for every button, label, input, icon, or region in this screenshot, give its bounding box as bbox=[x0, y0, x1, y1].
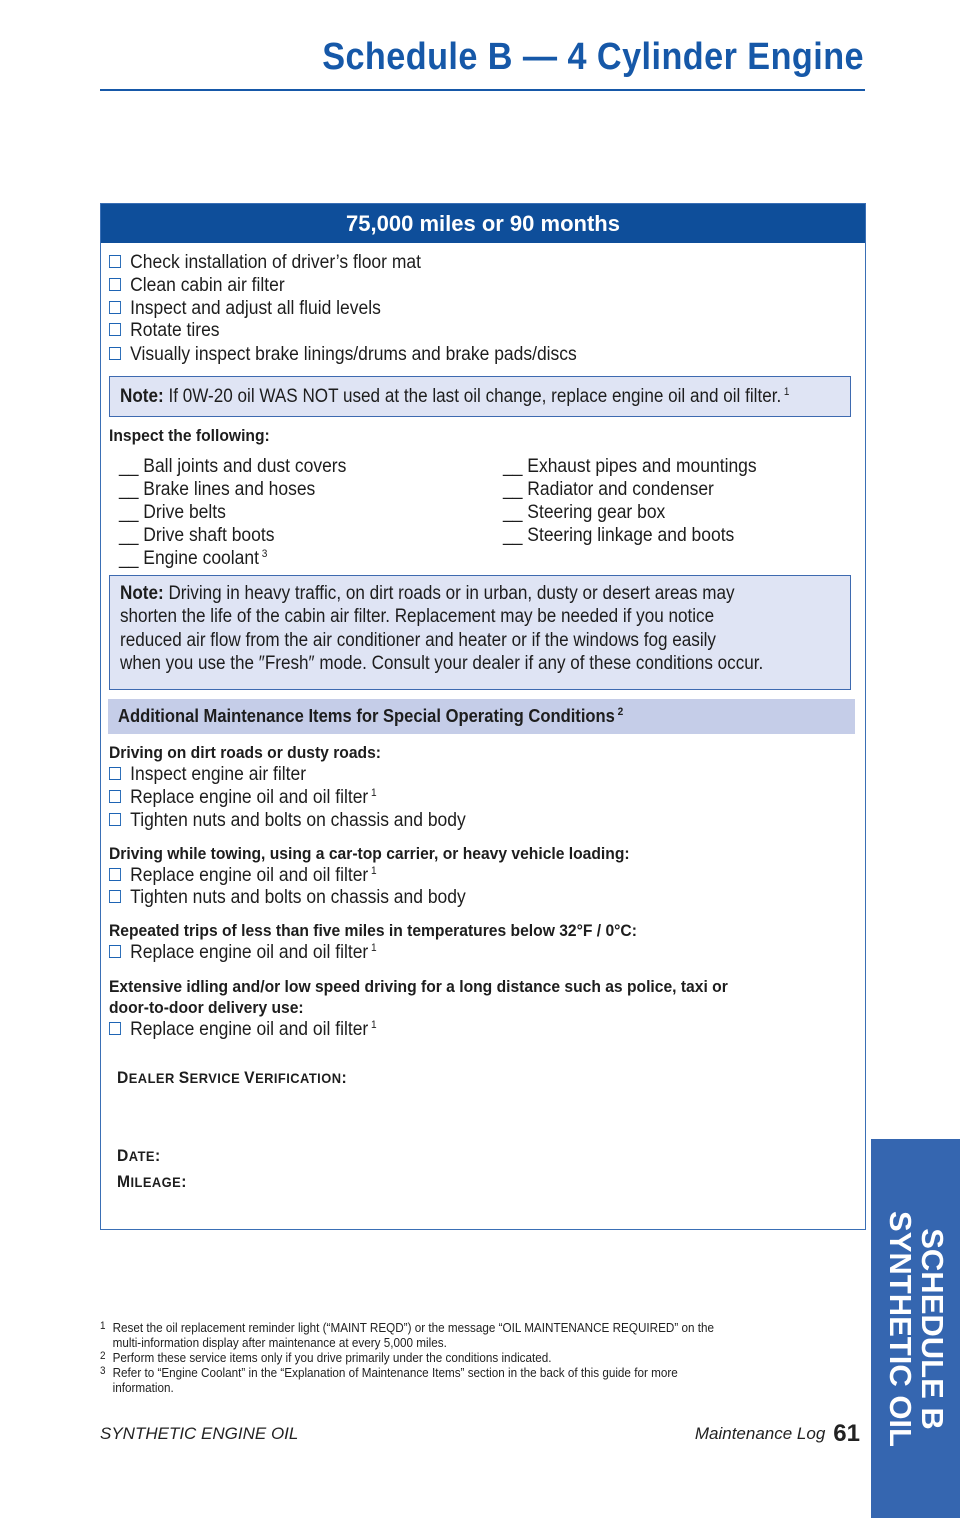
footnotes bbox=[100, 1320, 865, 1395]
checkbox-icon[interactable] bbox=[109, 255, 121, 268]
date-label: DATE: bbox=[117, 1146, 161, 1165]
checkbox-icon[interactable] bbox=[109, 945, 121, 958]
condition-heading: Driving on dirt roads or dusty roads: bbox=[109, 743, 381, 762]
checkbox-icon[interactable] bbox=[109, 790, 121, 803]
inspect-item: __ Drive belts bbox=[119, 502, 226, 523]
checklist-item[interactable]: Tighten nuts and bolts on chassis and body bbox=[109, 809, 466, 832]
additional-items-bar: Additional Maintenance Items for Special Operating Conditions $^2$ bbox=[108, 699, 855, 734]
inspect-item: __ Engine coolant $^3$ bbox=[119, 547, 268, 569]
checkbox-icon[interactable] bbox=[109, 278, 121, 291]
footnote: 2 Perform these service items only if you drive primarily under the conditions indicated. bbox=[100, 1350, 552, 1365]
checkbox-icon[interactable] bbox=[109, 813, 121, 826]
footer-page-label: Maintenance Log 61 bbox=[694, 1420, 860, 1447]
side-tab bbox=[871, 1139, 960, 1518]
footer-section-label: SYNTHETIC ENGINE OIL bbox=[100, 1424, 299, 1443]
checkbox-icon[interactable] bbox=[109, 1022, 121, 1035]
condition-heading: door-to-door delivery use: bbox=[109, 998, 304, 1017]
maintenance-panel bbox=[100, 203, 866, 1230]
dealer-verification-label: DEALER SERVICE VERIFICATION: bbox=[117, 1068, 348, 1087]
oil-note-box: Note: If 0W-20 oil WAS NOT used at the last oil change, replace engine oil and oil filter. $^1$ bbox=[109, 376, 851, 417]
checkbox-icon[interactable] bbox=[109, 868, 121, 881]
condition-heading: Extensive idling and/or low speed driving for a long distance such as police, taxi or bbox=[109, 977, 728, 996]
inspect-item: __ Radiator and condenser bbox=[503, 479, 714, 500]
condition-heading: Repeated trips of less than five miles in temperatures below 32°F / 0°C: bbox=[109, 921, 637, 940]
checklist-item[interactable]: Replace engine oil and oil filter $^1$ bbox=[109, 786, 377, 809]
inspect-heading: Inspect the following: bbox=[109, 426, 270, 445]
inspect-item: __ Drive shaft boots bbox=[119, 525, 275, 546]
mileage-label: MILEAGE: bbox=[117, 1172, 187, 1191]
checklist-item[interactable]: Replace engine oil and oil filter $^1$ bbox=[109, 864, 377, 887]
inspect-item: __ Steering gear box bbox=[503, 502, 666, 523]
page-number: 61 bbox=[833, 1420, 860, 1447]
interval-header: 75,000 miles or 90 months bbox=[101, 204, 865, 243]
page-title: Schedule B — 4 Cylinder Engine bbox=[322, 36, 864, 78]
side-tab-line: SCHEDULE B bbox=[914, 1227, 950, 1430]
checklist-item[interactable]: Replace engine oil and oil filter $^1$ bbox=[109, 941, 377, 964]
checkbox-icon[interactable] bbox=[109, 323, 121, 336]
checklist-item[interactable]: Clean cabin air filter bbox=[109, 274, 285, 297]
checklist-item[interactable]: Check installation of driver’s floor mat bbox=[109, 251, 421, 274]
inspect-item: __ Exhaust pipes and mountings bbox=[503, 456, 757, 477]
checklist-item[interactable]: Tighten nuts and bolts on chassis and body bbox=[109, 886, 466, 909]
checklist-item[interactable]: Replace engine oil and oil filter $^1$ bbox=[109, 1018, 377, 1041]
checklist-item[interactable]: Visually inspect brake linings/drums and brake pads/discs bbox=[109, 343, 577, 366]
title-rule bbox=[100, 89, 865, 91]
condition-heading: Driving while towing, using a car-top carrier, or heavy vehicle loading: bbox=[109, 844, 630, 863]
checkbox-icon[interactable] bbox=[109, 347, 121, 360]
inspect-item: __ Brake lines and hoses bbox=[119, 479, 316, 500]
inspect-item: __ Ball joints and dust covers bbox=[119, 456, 347, 477]
checkbox-icon[interactable] bbox=[109, 301, 121, 314]
footnote: 3 Refer to “Engine Coolant” in the “Explanation of Maintenance Items” section in the back of this guide for more information. bbox=[100, 1365, 678, 1395]
cabin-filter-note-box: Note: Driving in heavy traffic, on dirt roads or in urban, dusty or desert areas may shorten the life of the cabin air filter. Replacement may be needed if you notice reduced air flow from the air conditioner and heater or if the windows fog easily when you use the ″Fresh″ mode. Consult your dealer if any of these conditions occur. bbox=[109, 575, 851, 690]
footnote: 1 Reset the oil replacement reminder light (“MAINT REQD”) or the message “OIL MAINTENANCE REQUIRED” on the multi-information display after maintenance at every 5,000 miles. bbox=[100, 1320, 715, 1350]
checklist-item[interactable]: Rotate tires bbox=[109, 319, 220, 342]
checklist-item[interactable]: Inspect and adjust all fluid levels bbox=[109, 297, 381, 320]
side-tab-line: SYNTHETIC OIL bbox=[882, 1210, 918, 1447]
checkbox-icon[interactable] bbox=[109, 890, 121, 903]
checkbox-icon[interactable] bbox=[109, 767, 121, 780]
inspect-item: __ Steering linkage and boots bbox=[503, 525, 735, 546]
checklist-item[interactable]: Inspect engine air filter bbox=[109, 763, 306, 786]
